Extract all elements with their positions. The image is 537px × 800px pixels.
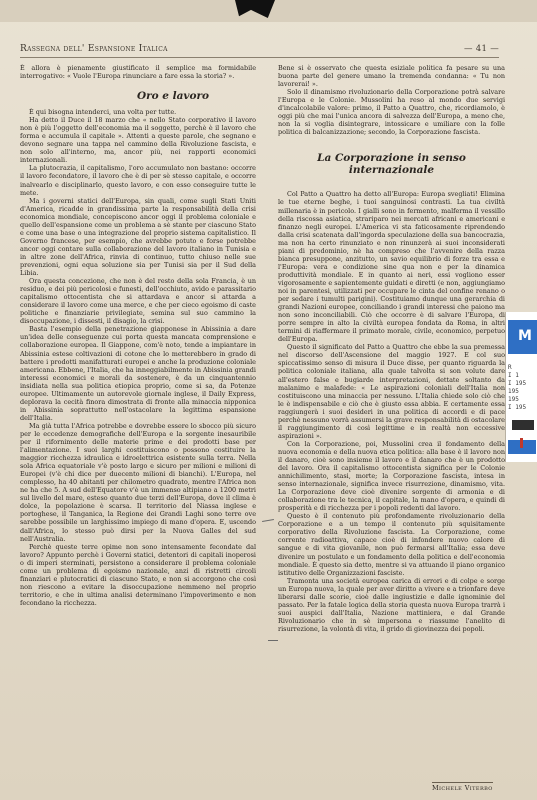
paragraph: La plutocrazia, il capitalismo, l'oro accumulato non bastano: occorre il lavoro fecondatore, il lavoro che è di per sè stesso capitale, e occorre inalvearlo e disciplinarlo, questo lavoro, e con esso conseguire tutte le mete. xyxy=(20,164,256,197)
paragraph: Perchè queste terre opime non sono intensamente fecondate dal lavoro? Appunto perchè i Governi statici, detentori di capitali inoperosi o di imperi sterminati, persistono a considerare il problema coloniale come un problema di egoismo nazionale, anzi di ristretti circoli finanziari e plutocratici di ciascuno Stato, e non si accorgono che così non riescono a evitare la disoccupazione nemmeno nel proprio territorio, e che in ultima analisi determinano l'impoverimento e non fecondano la ricchezza. xyxy=(20,542,256,607)
intro-paragraph: È allora è pienamente giustificato il semplice ma formidabile interrogativo: « Vuole l'Europa rinunciare a fare essa la storia? ». xyxy=(20,64,256,81)
paragraph: Bene si è osservato che questa esiziale politica fa pesare su una buona parte del genere umano la tremenda condanna: « Tu non lavorerai! ». xyxy=(278,64,505,89)
journal-title: Rassegna dell' Espansione Italica xyxy=(20,44,168,54)
paragraph: Questo è il contenuto più profondamente rivoluzionario della Corporazione e a un tempo il contenuto più squisitamente corporativo della Rivoluzione fascista. La Corporazione, come corrente radioattiva, capace cioè di infondere nuovo calore di sangue e di vita giovanile, non può fermarsi all'Italia; essa deve divenire un postulato e un fondamento della politica e dell'economia mondiale. È questo sia detto, mentre si va attuando il piano organico istitutivo delle Organizzazioni fasciste. xyxy=(278,512,505,577)
pencil-mark xyxy=(262,519,274,522)
stamp-line: I 1 xyxy=(508,372,519,379)
stamp-line: I 195 xyxy=(508,380,527,387)
stamp-dark-bar xyxy=(512,420,534,430)
paragraph: È qui bisogna intenderci, una volta per tutte. xyxy=(29,108,177,117)
paragraph: Solo il dinamismo rivoluzionario della Corporazione potrà salvare l'Europa e le Colonie. Mussolini ha reso al mondo due servigi d'incalcolabile valore: primo, il Patto a Quattro, che, ricordiamolo, è oggi più che mai l'unica ancora di salvezza dell'Europa, a meno che, non la si voglia disintegrare, intossicare e umiliare con la folle politica di balcanizzazione; secondo, la Corporazione fascista. xyxy=(278,88,505,137)
paragraph: Col Patto a Quattro ha detto all'Europa: Europa svegliati! Elimina le tue eterne beghe, i tuoi sanguinosi contrasti. La tua civiltà millenaria è in pericolo. I gialli sono in fermento, malferma il vessillo della riscossa asiatica, strariparo nei mercati africani e americani e finanzo negli europei. L'America vi sta faticosamente riprendendo dalla crisi scatenata dall'ingorda speculazione della sua bancocrazia, ma non ha certo rinunziato e non rinunzerà ai suoi inconsiderati piani di predominio, nè ha compreso che l'avvenire della razza bianca presuppone, anzitutto, un savio equilibrio di forze tra essa e l'Europa: vera e condizione sine qua non e per la dinamica produttività mondiale. E in quanto ai neri, essi vogliono esser vigorosamente e sapientemente guidati e diretti (e non, aggiungiamo noi in parentesi, utilizzati per occupare le cinta del confine renano o per sedare i tumulti parigini). Costituiamo dunque una gerarchia di grandi Nazioni europee, conciliando i grandi interessi che paiono ma non sono inconciliabili. Ciò che occorre è di salvare l'Europa, di porre sempre in alto la civiltà europea fondata da Roma, in altri termini di riaffermare il primato morale, civile, economico, perpetuo dell'Europa. xyxy=(278,190,505,344)
page-number: — 41 — xyxy=(463,44,499,54)
pencil-mark xyxy=(268,640,278,641)
paragraph: Ma già tutta l'Africa potrebbe e dovrebbe essere lo sbocco più sicuro per le eccedenze demografiche dell'Europa e la sorgente inesauribile per il rifornimento delle materie prime e dei prodotti base per l'alimentazione. I suoi larghi costituiscono o possono costituire la maggior ricchezza idraulica e idroelettrica esistente sulla terra. Nella sola Africa equatoriale v'è posto largo e sicuro per milioni e milioni di Europei (v'è chi dice per duecento milioni di bianchi). L'Europa, nel complesso, ha 40 abitanti per chilometro quadrato, mentre l'Africa non ne ha che 5. A sud dell'Equatore v'è un immenso altipiano a 1200 metri sul livello del mare, esteso quanto due terzi dell'Europa, dove il clima è dolce, la popolazione è scarsa. Il territorio del Niassa inglese e portoghese, il Tanganica, la Regione dei Grandi Laghi sono terre ove sarebbe possibile un larghissimo impiego di mano d'opera. E, uscendo dall'Africa, lo stesso può dirsi per la Nuova Galles del sud nell'Australia. xyxy=(20,421,256,543)
left-column xyxy=(20,64,256,792)
paragraph: Basta l'esempio della penetrazione giapponese in Abissinia a dare un'idea delle conseguenze cui porta questa mancata comprensione e collaborazione europea. Il Giappone, com'è noto, tende a impiantare in Abissinia estese coltivazioni di cotone che lo metterebbero in grado di battere i prodotti manifatturati europei e anche la produzione coloniale americana. Ebbene, l'Italia, che ha inneggiabilmente in Abissinia grandi interessi economici e morali da sostenere, è da un cinquantennio insidiata nella sua politica etiopica proprio, come si sa, da Potenze europee. Ultimamente un autorevole giornale inglese, il Daily Express, deplorava la cecità finora dimostrata di fronte alla minaccia nipponica in Abissinia soprattutto nell'ostacolare la legittima espansione dell'Italia. xyxy=(20,325,256,422)
paragraph: Ma i governi statici dell'Europa, sin quali, come sugli Stati Uniti d'America, ricadde in grandissima parte la responsabilità della crisi economica mondiale, concepiscono ancor oggi il problema coloniale e quello dell'espansione come un problema a sè stante per ciascuno Stato e come una base o una integrazione del proprio sistema capitalistico. Il Governo francese, per esempio, che avrebbe potuto e forse potrebbe ancor oggi contare sulla collaborazione del lavoro italiano in Tunisia e in altre zone dell'Africa, rinvia di continuo, tutto chiuso nelle sue prevenzioni, ogni equa soluzione sia per Tunisi sia per il Sud della Libia. xyxy=(20,196,256,278)
red-ink-mark xyxy=(520,438,523,448)
section-heading-oro-e-lavoro: Oro e lavoro xyxy=(136,90,210,103)
author-signature: Michele Viterbo xyxy=(432,784,493,792)
section-heading-corporazione: La Corporazione in senso internazionale xyxy=(317,152,466,177)
right-column xyxy=(278,64,505,792)
stamp-letter: M xyxy=(518,328,532,344)
paragraph: Ha detto il Duce il 18 marzo che « nello Stato corporativo il lavoro non è più l'oggetto dell'economia ma il soggetto, perchè è il lavoro che forma e accumula il capitale ». Attenti a queste parole, che segnano e devono segnare una tappa nel cammino della Rivoluzione fascista, e non solo all'interno, ma, ancor più, nei rapporti economici internazionali. xyxy=(20,116,256,165)
paragraph: Tramonta una società europea carica di errori e di colpe e sorge un Europa nuova, la quale per aver diritto a vivere e a trionfare deve liberarsi dalle scorie, cioè dalle ingiustizie e dalle ignominie del passato. Per la fatale logica della storia questa nuova Europa trarrà i suoi auspici dall'Italia, Nazione mattiniera, e dal Grande Rivoluzionario che in sè impersona e riassume l'anelito di risurrezione, la volontà di vita, il grido di giovinezza dei popoli. xyxy=(278,576,505,633)
stamp-line: 195 xyxy=(508,388,519,395)
stamp-line: 195 xyxy=(508,396,519,403)
stamp-line: R xyxy=(508,364,512,371)
paragraph: Questo il significato del Patto a Quattro che ebbe la sua premessa nel discorso dell'Ascensione del maggio 1927. E col suo spiccatissimo senso di misura il Duce disse, per quanto riguarda la politica coloniale italiana, alla quale talvolta si son volute dare all'estero false e bugiarde interpretazioni, dettate soltanto da malanimo e malafede: « Le aspirazioni coloniali dell'Italia non costituiscono una minaccia per nessuno. L'Italia chiede solo ciò che le è indispensabile e ciò che è giusto essa abbia. E certamente essa raggiungerà i suoi desideri in una politica di accordi e di pace perchè nessuno vorrà assumersi la grave responsabilità di ostacolare il raggiungimento di così legittime e in realtà non eccessive aspirazioni ». xyxy=(278,343,505,440)
stamp-dates xyxy=(508,364,536,412)
stamp-blue-band xyxy=(508,320,537,354)
paragraph: Con la Corporazione, poi, Mussolini crea il fondamento della nuova economia e della nuova etica politica: alla base è il lavoro non il danaro, cioè sono insieme il lavoro e il danaro che è un prodotto del lavoro. Ora il capitalismo ottocentista significa per le Colonie annichilimento, stasi, morte; la Corporazione fascista, intesa in senso internazionale, significa invece risurrezione, dinamismo, vita. La Corporazione deve cioè divenire sorgente di armonia e di collaborazione tra le tecnica, il capitale, la mano d'opera, e quindi di prosperità e di ricchezza per i popoli redenti dal lavoro. xyxy=(278,439,505,513)
header-rule xyxy=(20,57,499,58)
stamp-line: I 195 xyxy=(508,404,527,411)
paragraph: Ora questa concezione, che non è del resto della sola Francia, è un residuo, e dei più pericolosi e funesti, dell'occhiuto, avido e parassitario capitalismo ottocentista che si attardava e ancor si attarda a considerare il lavoro come una merce, e che per cieco egoismo di caste politiche e finanziarie privilegiate, semina sul suo cammino la disoccupazione, i dissesti, il disagio, la crisi. xyxy=(20,277,256,326)
